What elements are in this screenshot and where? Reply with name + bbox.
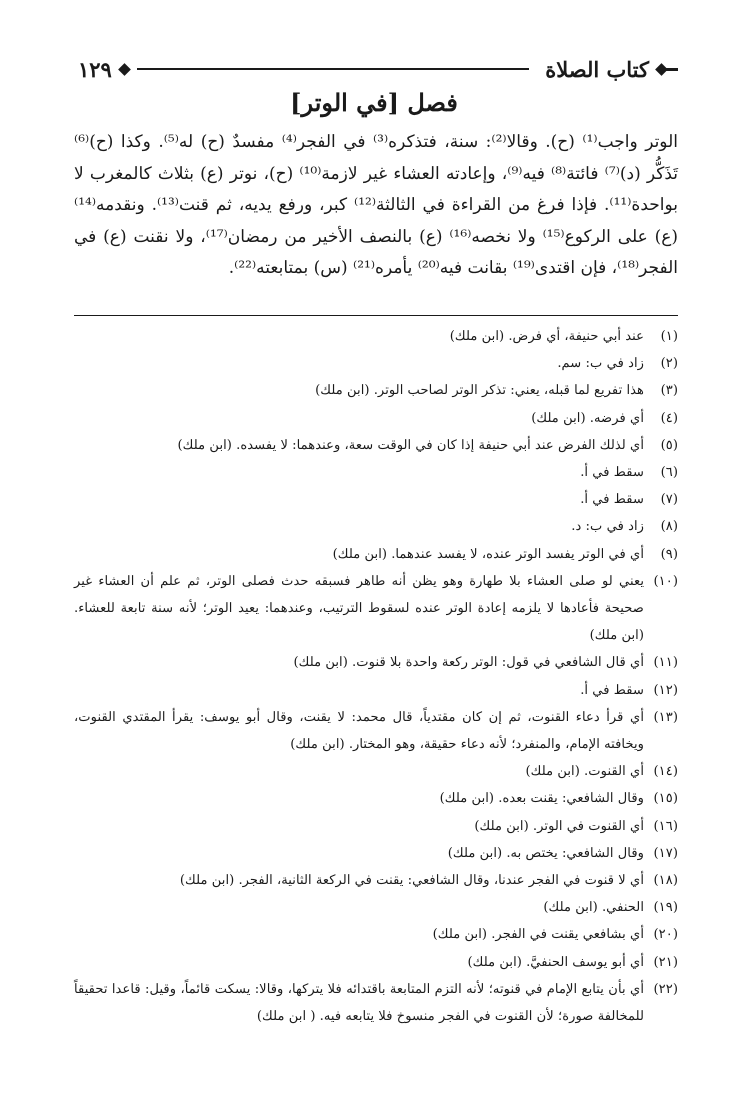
footnote-number: (١٣)	[653, 709, 678, 725]
footnote-text: أي بشافعي يقنت في الفجر. (ابن ملك)	[432, 927, 644, 943]
section-title: فصل [في الوتر]	[290, 88, 458, 117]
footnote-text: سقط في أ.	[580, 465, 644, 481]
page-header	[78, 52, 678, 86]
footnote-text: أي أبو يوسف الحنفيَّ. (ابن ملك)	[467, 954, 644, 970]
footnote-text: أي القنوت في الوتر. (ابن ملك)	[474, 818, 644, 834]
footnote	[74, 704, 678, 758]
footnote	[74, 568, 678, 650]
footnote-number: (١٨)	[653, 873, 678, 889]
footnote	[74, 513, 678, 540]
footnote-text: أي لذلك الفرض عند أبي حنيفة إذا كان في الوقت سعة، وعندهما: لا يفسده. (ابن ملك)	[177, 437, 644, 453]
footnotes-list	[74, 323, 678, 1030]
footnote-number: (١٤)	[653, 764, 678, 780]
footnote-number: (١١)	[653, 655, 678, 671]
footnote-number: (١٩)	[653, 900, 678, 916]
footnote-text: يعني لو صلى العشاء بلا طهارة وهو يظن أنه طاهر فسبقه حدث فصلى الوتر، ثم علم أن العشاء غير صحيحة فأعادها لا يلزمه إعادة الوتر عنده لسقوط الترتيب، وعندهما: يعيد الوتر؛ لأنه سنة تابعة للعشاء. (ابن ملك)	[74, 573, 644, 644]
footnote	[74, 486, 678, 513]
footnote	[74, 813, 678, 840]
footnote-text: أي قال الشافعي في قول: الوتر ركعة واحدة بلا قنوت. (ابن ملك)	[293, 655, 644, 671]
footnote-text: الحنفي. (ابن ملك)	[543, 900, 644, 916]
footnote-text: وقال الشافعي: يقنت بعده. (ابن ملك)	[439, 791, 644, 807]
footnote	[74, 350, 678, 377]
main-text-block	[74, 127, 678, 285]
footnote-number: (٧)	[660, 492, 678, 508]
footnote-text: زاد في ب: د.	[571, 519, 644, 535]
footnote	[74, 758, 678, 785]
footnote	[74, 949, 678, 976]
footnote-number: (١٥)	[653, 791, 678, 807]
footnote-number: (١٦)	[653, 818, 678, 834]
footnote	[74, 921, 678, 948]
footnote-number: (٢٢)	[653, 981, 678, 997]
footnote-number: (٨)	[660, 519, 678, 535]
footnote-text: أي في الوتر يفسد الوتر عنده، لا يفسد عندهما. (ابن ملك)	[332, 546, 644, 562]
footnote-number: (٢)	[660, 356, 678, 372]
footnote-text: أي بأن يتابع الإمام في قنوته؛ لأنه التزم المتابعة باقتدائه فلا يتركها، وقالا: يسكت قائماً، وقيل: قاعدا تحقيقاً للمخالفة صورة؛ لأن القنوت في الفجر منسوخ فلا يتابعه فيه. ( ابن ملك)	[74, 981, 644, 1025]
footnote-number: (٣)	[660, 383, 678, 399]
footnote	[74, 867, 678, 894]
footnote	[74, 894, 678, 921]
footnote	[74, 976, 678, 1030]
footnote-text: سقط في أ.	[580, 682, 644, 698]
footnote-text: عند أبي حنيفة، أي فرض. (ابن ملك)	[449, 329, 644, 344]
book-title: كتاب الصلاة	[545, 56, 649, 82]
footnote-number: (٢٠)	[653, 927, 678, 943]
footnote-number: (٥)	[660, 437, 678, 453]
footnote-text: أي قرأ دعاء القنوت، ثم إن كان مقتدياً، قال محمد: لا يقنت، وقال أبو يوسف: يقرأ المقتدي القنوت، ويخافته الإمام، والمنفرد؛ لأنه دعاء حقيقة، وهو المختار. (ابن ملك)	[74, 709, 644, 753]
main-paragraph: الوتر واجب⁽¹⁾ (ح). وقالا⁽²⁾: سنة، فتذكره⁽³⁾ في الفجر⁽⁴⁾ مفسدٌ (ح) له⁽⁵⁾. وكذا (ح)⁽⁶⁾ تَذَكُّر (د)⁽⁷⁾ فائتة⁽⁸⁾ فيه⁽⁹⁾، وإعادته العشاء غير لازمة⁽¹⁰⁾ (ح)، نوتر (ع) بثلاث كالمغرب لا بواحدة⁽¹¹⁾. فإذا فرغ من القراءة في الثالثة⁽¹²⁾ كبر، ورفع يديه، ثم قنت⁽¹³⁾. ونقدمه⁽¹⁴⁾ (ع) على الركوع⁽¹⁵⁾ ولا نخصه⁽¹⁶⁾ (ع) بالنصف الأخير من رمضان⁽¹⁷⁾، ولا نقنت (ع) في الفجر⁽¹⁸⁾، فإن اقتدى⁽¹⁹⁾ بقانت فيه⁽²⁰⁾ يأمره⁽²¹⁾ (س) بمتابعته⁽²²⁾.	[74, 132, 679, 278]
footnote	[74, 323, 678, 350]
footnote	[74, 405, 678, 432]
footnote	[74, 459, 678, 486]
footnote	[74, 377, 678, 404]
footnote-text: أي فرضه. (ابن ملك)	[531, 410, 644, 426]
footnote	[74, 432, 678, 459]
footnote-text: سقط في أ.	[580, 492, 644, 508]
header-diamond-ornament-right	[655, 63, 668, 76]
footnote-number: (٢١)	[653, 954, 678, 970]
footnote-text: وقال الشافعي: يختص به. (ابن ملك)	[447, 845, 644, 861]
footnote	[74, 785, 678, 812]
footnote-number: (١٠)	[653, 573, 678, 589]
footnote-text: زاد في ب: سم.	[557, 356, 644, 372]
footnote	[74, 649, 678, 676]
footnote	[74, 541, 678, 568]
header-diamond-ornament-left	[118, 63, 131, 76]
footnote	[74, 840, 678, 867]
footnote-number: (١٢)	[653, 682, 678, 698]
page-number: ١٢٩	[78, 56, 112, 82]
footnote-number: (٩)	[660, 546, 678, 562]
footnote-number: (١)	[660, 329, 678, 344]
footnote-text: هذا تفريع لما قبله، يعني: تذكر الوتر لصاحب الوتر. (ابن ملك)	[315, 383, 644, 399]
footnote-separator	[74, 315, 678, 316]
footnote-text: أي لا قنوت في الفجر عندنا، وقال الشافعي: يقنت في الركعة الثانية، الفجر. (ابن ملك)	[179, 873, 644, 889]
footnote	[74, 677, 678, 704]
footnote-number: (١٧)	[653, 845, 678, 861]
footnote-text: أي القنوت. (ابن ملك)	[525, 764, 644, 780]
header-rule	[137, 68, 529, 70]
footnote-number: (٤)	[660, 410, 678, 426]
footnote-number: (٦)	[660, 465, 678, 481]
